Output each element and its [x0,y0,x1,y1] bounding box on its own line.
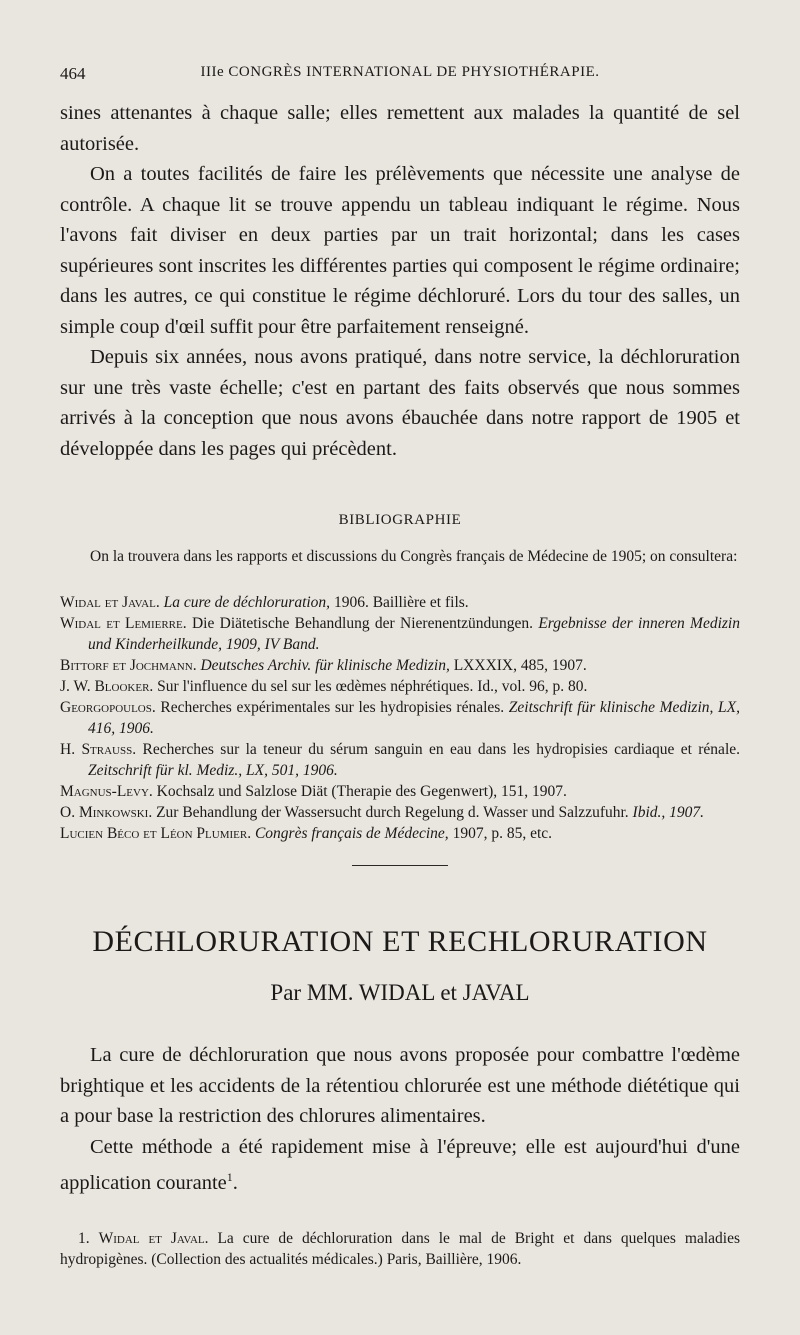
bibliography-entry [60,613,740,655]
entry-details: 1907, p. 85, etc. [448,825,553,842]
paragraph: sines attenantes à chaque salle; elles remettent aux malades la quantité de sel autorisée. [60,102,740,155]
entry-details: Id., vol. 96, p. 80. [473,678,588,695]
bibliography-entry [60,781,740,802]
continued-text [60,98,740,464]
entry-title: Kochsalz und Salzlose Diät (Therapie des Gegenwert), [156,783,498,800]
footnote [60,1228,740,1270]
bibliography-intro [60,546,740,567]
paragraph: La cure de déchloruration que nous avons proposée pour combattre l'œdème brightique et les accidents de la rétentiou chlorurée est une méthode diététique qui a pour base la restriction des chlorures alimentaires. [60,1044,740,1127]
entry-authors: J. W. Blooker. [60,678,154,695]
paragraph: On a toutes facilités de faire les prélèvements que nécessite une analyse de contrôle. A chaque lit se trouve appendu un tableau indiquant le régime. Nous l'avons fait diviser en deux parties par un trait horizontal; dans les cases supérieures sont inscrites les différentes parties qui composent le régime ordinaire; dans les autres, ce qui constitue le régime déchloruré. Lors du tour des salles, un simple coup d'œil suffit pour être parfaitement renseigné. [60,163,740,338]
page-header [60,64,740,88]
footnote-text [60,1228,740,1270]
paragraph: Depuis six années, nous avons pratiqué, dans notre service, la déchloruration sur une très vaste échelle; c'est en partant des faits observés que nous sommes arrivés à la conception que nous avons ébauchée dans notre rapport de 1905 et développée dans les pages qui précèdent. [60,346,740,460]
entry-title: Recherches sur la teneur du sérum sanguin en eau dans les hydropisies cardiaque et rénale. [142,741,740,758]
entry-details: 1906. Baillière et fils. [330,594,469,611]
paragraph-end: . [232,1171,238,1194]
entry-title: Congrès français de Médecine, [254,825,449,842]
entry-authors: Georgopoulos. [60,699,156,716]
entry-authors: Magnus-Levy. [60,783,153,800]
paragraph [60,1132,740,1199]
entry-authors: Bittorf et Jochmann. [60,657,197,674]
entry-title: Sur l'influence du sel sur les œdèmes néphrétiques. [157,678,474,695]
bibliography-intro-text: On la trouvera dans les rapports et discussions du Congrès français de Médecine de 1905; on consultera: [90,548,738,565]
article-body [60,1040,740,1198]
entry-title: Die Diätetische Behandlung der Nierenentzündungen. [191,615,534,632]
footnote-reference[interactable]: 1 [226,1170,233,1184]
running-head: IIIe CONGRÈS INTERNATIONAL DE PHYSIOTHÉRAPIE. [200,64,600,80]
article-title: DÉCHLORURATION ET RECHLORURATION [92,925,708,958]
section-divider [352,865,448,866]
bibliography-entry [60,739,740,781]
entry-details: LXXXIX, 485, 1907. [449,657,587,674]
bibliography-entry [60,697,740,739]
bibliography-entry [60,592,740,613]
entry-title: Recherches expérimentales sur les hydropisies rénales. [160,699,505,716]
page-number: 464 [60,64,86,83]
entry-details: 151, 1907. [497,783,567,800]
bibliography-entry [60,655,740,676]
article-byline: Par MM. WIDAL et JAVAL [270,980,530,1005]
entry-title: Deutsches Archiv. für klinische Medizin, [200,657,450,674]
footnote-mark: 1. [78,1230,90,1247]
paragraph-text: Cette méthode a été rapidement mise à l'épreuve; elle est aujourd'hui d'une application courante [60,1135,740,1194]
entry-authors: H. Strauss. [60,741,137,758]
entry-authors: O. Minkowski. [60,804,153,821]
bibliography-entry [60,823,740,844]
entry-authors: Lucien Béco et Léon Plumier. [60,825,252,842]
entry-details: Ergebnisse der inneren Medizin und Kinderheilkunde, 1909, IV Band. [88,615,740,653]
entry-title: La cure de déchloruration, [163,594,331,611]
entry-details: Zeitschrift für klinische Medizin, LX, 416, 1906. [88,699,740,737]
entry-title: Zur Behandlung der Wassersucht durch Regelung d. Wasser und Salzzufuhr. [156,804,629,821]
bibliography-entry [60,802,740,823]
entry-authors: Widal et Javal. [60,594,160,611]
footnote-authors: Widal et Javal. [98,1230,209,1247]
entry-details: Ibid., 1907. [628,804,705,821]
bibliography-heading: BIBLIOGRAPHIE [338,512,462,528]
bibliography-list [60,592,740,844]
footnote-body: La cure de déchloruration dans le mal de Bright et dans quelques maladies hydropigènes. (Collection des actualités médicales.) Paris, Baillière, 1906. [60,1230,740,1268]
bibliography-entry [60,676,740,697]
entry-authors: Widal et Lemierre. [60,615,187,632]
entry-details: Zeitschrift für kl. Mediz., LX, 501, 1906. [88,762,338,779]
